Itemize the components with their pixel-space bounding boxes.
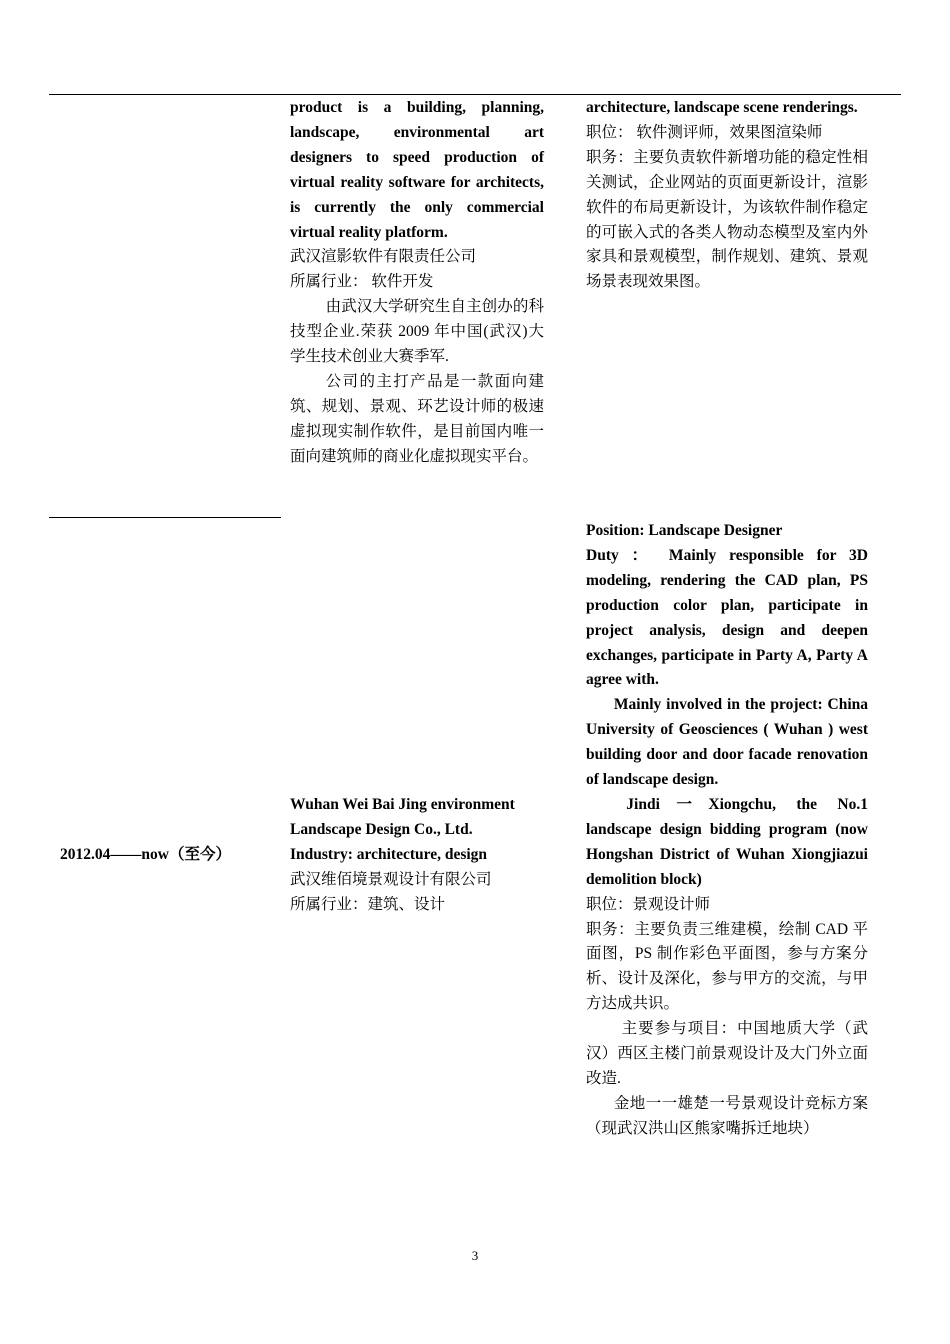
employment-date: 2012.04——now（至今）: [60, 846, 231, 863]
duty-zh: 职务：主要负责三维建模，绘制 CAD 平面图，PS 制作彩色平面图，参与方案分析、设计及深化，参与甲方的交流，与甲方达成共识。: [586, 920, 868, 1013]
company-name-zh: 武汉渲影软件有限责任公司: [290, 248, 477, 266]
top-company-cell: [290, 96, 544, 470]
project-zh-2: 金地一一雄楚一号景观设计竞标方案（现武汉洪山区熊家嘴拆迁地块）: [586, 1094, 868, 1137]
industry-zh: 所属行业： 软件开发: [290, 273, 434, 291]
company-intro-zh-2: 公司的主打产品是一款面向建筑、规划、景观、环艺设计师的极速虚拟现实制作软件，是目前国内唯一面向建筑师的商业化虚拟现实平台。: [290, 372, 544, 465]
second-company-cell: [290, 793, 560, 918]
company-description-en: product is a building, planning, landscape, environmental art designers to speed production of virtual reality software for architects, is currently the only commercial virtual reality platform.: [290, 99, 544, 241]
position-zh: 职位：景观设计师: [586, 895, 711, 913]
industry-en: Industry: architecture, design: [290, 845, 488, 863]
duty-zh: 职务：主要负责软件新增功能的稳定性相关测试，企业网站的页面更新设计，渲影软件的布局更新设计，为该软件制作稳定的可嵌入式的各类人物动态模型及室内外家具和景观模型，制作规划、建筑、景观场景表现效果图。: [586, 148, 868, 291]
row-divider: [49, 517, 281, 518]
project-en-2: Jindi一Xiongchu, the No.1 landscape design bidding program (now Hongshan District of Wuhan Xiongjiazui demolition block): [586, 795, 868, 888]
position-zh: 职位： 软件测评师，效果图渲染师: [586, 123, 823, 141]
duty-en: Duty ： Mainly responsible for 3D modeling, rendering the CAD plan, PS production color plan, participate in project analysis, design and deepen exchanges, participate in Party A, Party A agree with.: [586, 546, 868, 689]
duty-description-en: architecture, landscape scene renderings.: [586, 99, 858, 116]
project-en-1: Mainly involved in the project: China University of Geosciences ( Wuhan ) west building door and door facade renovation of landscape design.: [586, 696, 868, 789]
company-name-en: Wuhan Wei Bai Jing environment Landscape Design Co., Ltd.: [290, 796, 515, 838]
project-zh-1: 主要参与项目：中国地质大学（武汉）西区主楼门前景观设计及大门外立面改造.: [586, 1020, 868, 1087]
top-duty-cell: [586, 96, 868, 295]
table-top-border: [49, 94, 901, 95]
page-number: 3: [471, 1248, 479, 1263]
company-intro-zh-1: 由武汉大学研究生自主创办的科技型企业.荣获 2009 年中国(武汉)大学生技术创业大赛季军.: [290, 298, 544, 366]
industry-zh: 所属行业：建筑、设计: [290, 895, 446, 913]
position-en: Position: Landscape Designer: [586, 522, 783, 539]
second-duty-cell: [586, 519, 868, 1142]
company-name-zh: 武汉维佰境景观设计有限公司: [290, 870, 492, 888]
